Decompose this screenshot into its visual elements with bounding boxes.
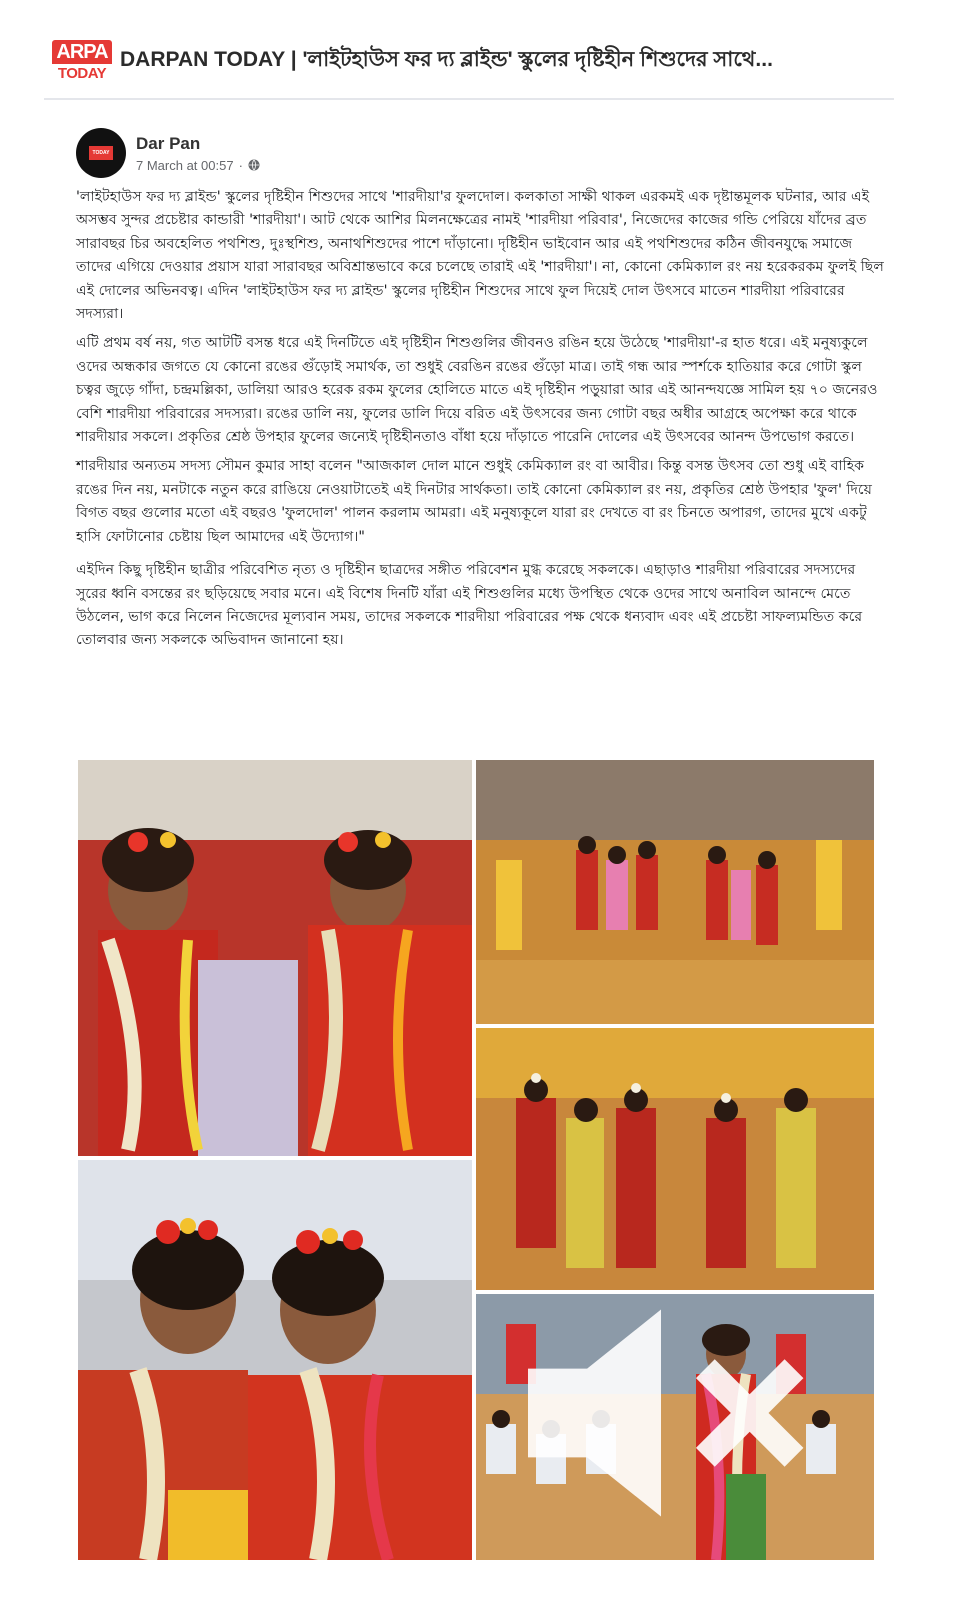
photo-garlanded-girls-closeup[interactable]: [78, 760, 472, 1156]
post-paragraph-4: এইদিন কিছু দৃষ্টিহীন ছাত্রীর পরিবেশিত নৃত্য ও দৃষ্টিহীন ছাত্রদের সঙ্গীত পরিবেশন মুগ্ধ করেছে সকলকে। এছাড়াও শারদীয়া পরিবারের সদস্যদের সুরের ধ্বনি বসন্তের রং ছড়িয়েছে সবার মনে। এই বিশেষ দিনটি যাঁরা এই শিশুগুলির মধ্যে উপস্থিত থেকে ওদের সাথে অনাবিল আনন্দে মেতে উঠলেন, ভাগ করে নিলেন নিজেদের মূল্যবান সময়, তাদের সকলকে শারদীয়া পরিবারের পক্ষ থেকে ধন্যবাদ এবং এই প্রচেষ্টা সাফল্যমন্ডিত করে তোলবার জন্য সকলকে অভিবাদন জানানো হয়।: [76, 562, 863, 649]
photo-gallery: [78, 760, 874, 1560]
photo-two-girls-flower-crowns[interactable]: [78, 1160, 472, 1560]
globe-icon: [248, 159, 260, 171]
post-timestamp[interactable]: 7 March at 00:57: [136, 157, 234, 173]
header-divider: [44, 98, 894, 100]
speaker-mute-icon[interactable]: [476, 1294, 860, 1546]
darpan-today-logo[interactable]: [52, 30, 112, 90]
post-header: [76, 128, 896, 178]
page-header: [52, 28, 892, 92]
photo-dancer-with-audience[interactable]: [476, 1294, 874, 1560]
avatar-logo-text: TODAY: [92, 150, 110, 156]
post-paragraph-1: 'লাইটহাউস ফর দ্য ব্লাইন্ড' স্কুলের দৃষ্টিহীন শিশুদের সাথে 'শারদীয়া'র ফুলদোল। কলকাতা সাক্ষী থাকল এরকমই এক দৃষ্টান্তমূলক ঘটনার, আর এই অসম্ভব সুন্দর প্রচেষ্টার কান্ডারী 'শারদীয়া'। আট থেকে আশির মিলনক্ষেত্রের নামই 'শারদীয়া পরিবার', নিজেদের কাজের গন্ডি পেরিয়ে যাঁদের ব্রত সারাবছর চির অবহেলিত পথশিশু, দুঃস্থশিশু, অনাথশিশুদের পাশে দাঁড়ানো। দৃষ্টিহীন ভাইবোন আর এই পথশিশুদের কঠিন জীবনযুদ্ধে সমাজে তাদের এগিয়ে দেওয়ার প্রয়াস যারা সারাবছর অবিশ্রান্তভাবে করে চলেছে তারাই এই 'শারদীয়া'। না, কোনো কেমিক্যাল রং নয় হরেকরকম ফুলই ছিল এই দোলের অভিনবত্ব। এদিন 'লাইটহাউস ফর দ্য ব্লাইন্ড' স্কুলের দৃষ্টিহীন শিশুদের সাথে ফুল দিয়েই দোল উৎসবে মাতেন শারদীয়া পরিবারের সদস্যরা।: [76, 189, 884, 323]
post-meta: [136, 158, 260, 173]
logo-top-text: ARPA: [52, 40, 111, 64]
photo-dancers-group[interactable]: [476, 1028, 874, 1290]
post-paragraph-3: শারদীয়ার অন্যতম সদস্য সৌমন কুমার সাহা বলেন "আজকাল দোল মানে শুধুই কেমিক্যাল রং বা আবীর। কিন্তু বসন্ত উৎসব তো শুধু এই বাহিক রঙের দিন নয়, মনটাকে নতুন করে রাঙিয়ে নেওয়াটাতেই এই দিনটার সার্থকতা। তাই কোনো কেমিক্যাল রং নয়, প্রকৃতির শ্রেষ্ঠ উপহার 'ফুল' দিয়ে বিগত বছর গুলোর মতো এই বছরও 'ফুলদোল' পালন করলাম আমরা। এই মনুষ্যকূলে যারা রং দেখতে বা রং চিনতে অপারগ, তাদের মুখে একটু হাসি ফোটানোর চেষ্টায় ছিল আমাদের এই উদ্যোগ।": [76, 458, 872, 545]
photo-courtyard-dance[interactable]: [476, 760, 874, 1024]
logo-bottom-text: TODAY: [57, 64, 107, 82]
post-body: [76, 186, 888, 659]
author-name[interactable]: Dar Pan: [136, 133, 201, 153]
page-title[interactable]: DARPAN TODAY | 'লাইটহাউস ফর দ্য ব্লাইন্ড' স্কুলের দৃষ্টিহীন শিশুদের সাথে...: [120, 47, 773, 71]
meta-separator: ·: [238, 157, 243, 173]
post-paragraph-2: এটি প্রথম বর্ষ নয়, গত আটটি বসন্ত ধরে এই দিনটিতে এই দৃষ্টিহীন শিশুগুলির জীবনও রঙিন হয়ে উঠেছে 'শারদীয়া'-র হাত ধরে। এই মনুষ্যকুলে ওদের অন্ধকার জগতে যে কোনো রঙের গুঁড়োই সমার্থক, তা শুধুই বেরঙিন রঙের গুঁড়ো মাত্র। তাই গন্ধ আর স্পর্শকে হাতিয়ার করে গোটা স্কুল চত্বর জুড়ে গাঁদা, চন্দ্রমল্লিকা, ডালিয়া আরও হরেক রকম ফুলের হোলিতে মাতে এই দৃষ্টিহীন পড়ুয়ারা আর এই আনন্দযজ্ঞে সামিল হয় ৭০ জনেরও বেশি শারদীয়া পরিবারের সদস্যরা। রঙের ডালি নয়, ফুলের ডালি দিয়ে বরিত এই উৎসবের জন্য গোটা বছর অধীর আগ্রহে অপেক্ষা করে থাকে শারদীয়ার সকলে। প্রকৃতির শ্রেষ্ঠ উপহার ফুলের জন্যেই দৃষ্টিহীনতাও বাঁধা হয়ে দাঁড়াতে পারেনি দোলের এই উৎসবের আনন্দ উপভোগ করতে।: [76, 335, 878, 446]
avatar[interactable]: [76, 128, 126, 178]
